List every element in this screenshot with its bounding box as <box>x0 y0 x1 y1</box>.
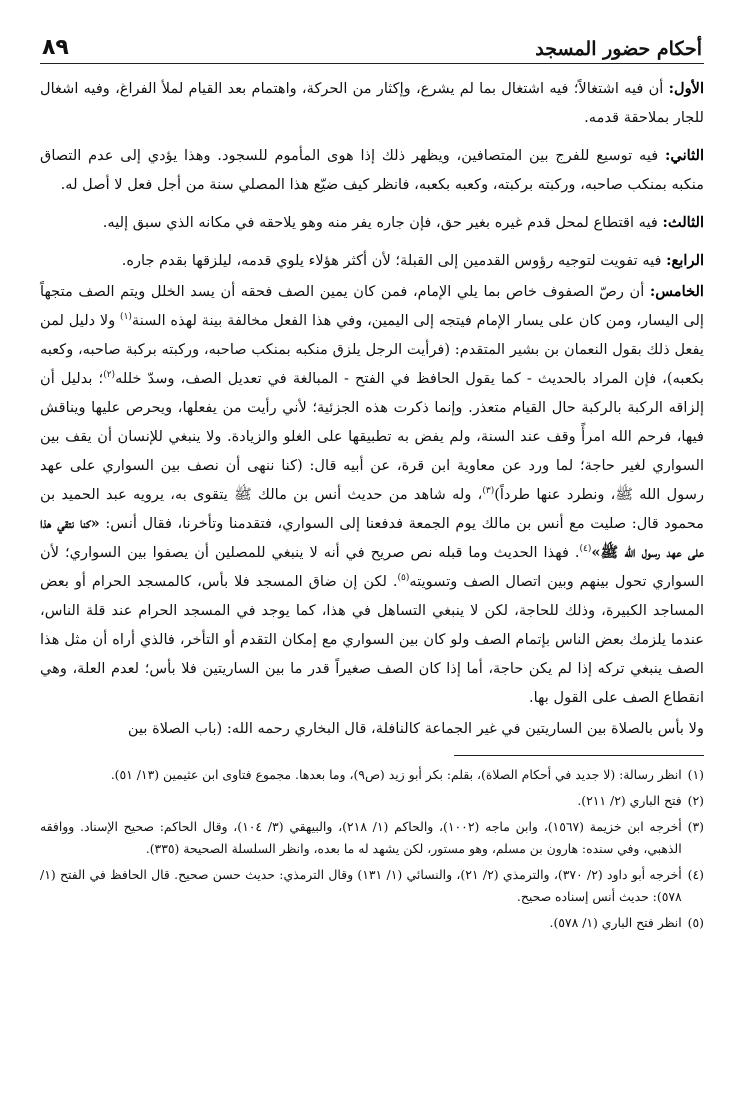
footnote-ref[interactable]: (٣) <box>482 486 495 497</box>
paragraph-text: ؛ بدليل أن إلزاقه الركبة بالركبة حال القيام متعذر. وإنما ذكرت هذه الجزئية؛ لأني رأيت من يفعلها، ويحرص عليها ويناقش فيها، فرحم الله امرأً وقف عند السنة، ولم يفض به تطبيقها على الغلو والزيادة. ولا ينبغي للإنسان أن يقف بين السواري لغير حاجة؛ لما ورد عن معاوية ابن قرة، عن أبيه قال: (كنا ننهى أن نصف بين السواري على عهد رسول الله ﷺ، ونطرد عنها طرداً) <box>40 370 704 503</box>
paragraph-text: ، وله شاهد من حديث أنس بن مالك ﷺ يتقوى به، يرويه عبد الحميد بن محمود قال: صليت مع أنس بن مالك يوم الجمعة فدفعنا إلى السواري، فتقدمنا وتأخرنا، فقال أنس: <box>40 486 704 532</box>
point-label: الثاني: <box>665 147 704 164</box>
point-label: الرابع: <box>666 252 704 269</box>
footnote-number: (٢) <box>687 793 704 808</box>
paragraph-last <box>40 714 704 743</box>
footnotes <box>40 764 704 934</box>
paragraph-text: أن فيه اشتغالاً؛ فيه اشتغال بما لم يشرع، وإكثار من الحركة، واهتمام بعد القيام لملأ الفراغ، وفيه اشغال للجار بملاحقة قدمه. <box>40 80 704 126</box>
paragraph-text: ولا بأس بالصلاة بين الساريتين في غير الجماعة كالنافلة، قال البخاري رحمه الله: (باب الصلاة بين <box>127 720 704 737</box>
paragraph-fourth <box>40 246 704 275</box>
footnote-text: أخرجه ابن خزيمة (١٥٦٧)، وابن ماجه (١٠٠٢)، والحاكم (١/ ٢١٨)، والبيهقي (٣/ ١٠٤)، وقال الحاكم: صحيح الإسناد. ووافقه الذهبي، وفي سنده: هارون بن مسلم، وهو مستور، لكن يشهد له ما بعده، وانظر السلسلة الصحيحة (٣٣٥). <box>40 819 682 856</box>
footnote-item <box>40 816 704 860</box>
running-title: أحكام حضور المسجد <box>535 38 702 60</box>
paragraph-first <box>40 74 704 132</box>
footnote-ref[interactable]: (٤) <box>579 544 592 555</box>
footnote-number: (١) <box>687 767 704 782</box>
footnote-item <box>40 790 704 812</box>
paragraph-text: . فهذا الحديث وما قبله نص صريح في أنه لا ينبغي للمصلين أن يصفوا بين السواري؛ لأن السواري تحول بينهم وبين اتصال الصف وتسويته <box>40 544 704 590</box>
footnote-number: (٤) <box>687 867 704 882</box>
footnote-text: انظر فتح الباري (١/ ٥٧٨). <box>549 915 682 930</box>
paragraph-text: أن رصّ الصفوف خاص بما يلي الإمام، فمن كان يمين الصف فحقه أن يسد الخلل ويتم الصف متجهاً إلى اليسار، ومن كان على يسار الإمام فيتجه إلى اليمين، وفي هذا الفعل مخالفة بينة لهذه السنة <box>40 283 704 329</box>
main-text <box>40 74 704 743</box>
footnote-ref[interactable]: (١) <box>120 312 132 323</box>
footnote-text: أخرجه أبو داود (٢/ ٣٧٠)، والترمذي (٢/ ٢١)، والنسائي (١/ ١٣١) وقال الترمذي: حديث حسن صحيح. قال الحافظ في الفتح (١/ ٥٧٨): حديث أنس إسناده صحيح. <box>40 867 682 904</box>
footnote-item <box>40 764 704 786</box>
point-label: الثالث: <box>662 214 704 231</box>
paragraph-text: فيه توسيع للفرج بين المتصافين، ويظهر ذلك إذا هوى المأموم للسجود. وهذا يؤدي إلى عدم التصاق منكبه بمنكب صاحبه، وركبته بركبته، وكعبه بكعبه، فانظر كيف ضيّع هذا المصلي سنة من أجل فعل لا أصل له. <box>40 147 704 193</box>
point-label: الأول: <box>668 80 704 97</box>
paragraph-text: فيه تفويت لتوجيه رؤوس القدمين إلى القبلة؛ لأن أكثر هؤلاء يلوي قدمه، ليلزقها بقدم جاره. <box>121 252 667 269</box>
footnote-ref[interactable]: (٥) <box>397 573 410 584</box>
footnote-item <box>40 912 704 934</box>
footnote-number: (٣) <box>687 819 704 834</box>
paragraph-third <box>40 208 704 237</box>
footnote-number: (٥) <box>687 915 704 930</box>
paragraph-text: فيه اقتطاع لمحل قدم غيره بغير حق، فإن جاره يفر منه وهو يلاحقه في مكانه الذي سبق إليه. <box>102 214 663 231</box>
footnote-text: فتح الباري (٢/ ٢١١). <box>577 793 682 808</box>
point-label: الخامس: <box>649 283 704 300</box>
book-page <box>40 26 704 938</box>
footnote-divider <box>454 755 704 756</box>
footnote-text: انظر رسالة: (لا جديد في أحكام الصلاة)، بقلم: بكر أبو زيد (ص٩)، وما بعدها. مجموع فتاوى ابن عثيمين (١٣/ ٥١). <box>110 767 682 782</box>
paragraph-second <box>40 141 704 199</box>
paragraph-text: . لكن إن ضاق المسجد فلا بأس، كالمسجد الحرام أو بعض المساجد الكبيرة، وذلك للحاجة، لكن لا ينبغي التساهل في هذا، كما يوجد في المسجد الحرام عند قلة الناس، عندما يلزمك بعض الناس بإتمام الصف ولو كان بين السواري مع إمكان التقدم أو التأخر، فالذي أراه أن مثل هذا الصف ينبغي تركه إذا لم يكن حاجة، أما إذا كان الصف صغيراً قدر ما بين الساريتين فلا بأس؛ لعدم العلة، وهي انقطاع الصف على القول بها. <box>40 573 704 706</box>
paragraph-text: ولا دليل لمن يفعل ذلك بقول النعمان بن بشير المتقدم: (فرأيت الرجل يلزق منكبه بمنكب صاحبه، وركبته بركبة صاحبه، وكعبه بكعبه)، فإن المراد بالحديث - كما يقول الحافظ في الفتح - المبالغة في تعديل الصف، وسدّ خلله <box>40 312 704 387</box>
page-header <box>40 26 704 64</box>
hadith-quote: «كنا نتقي هذا على عهد رسول الله ﷺ» <box>40 515 705 561</box>
page-number: ٨٩ <box>42 35 69 60</box>
footnote-item <box>40 864 704 908</box>
paragraph-fifth <box>40 277 704 712</box>
footnote-ref[interactable]: (٢) <box>103 370 116 381</box>
